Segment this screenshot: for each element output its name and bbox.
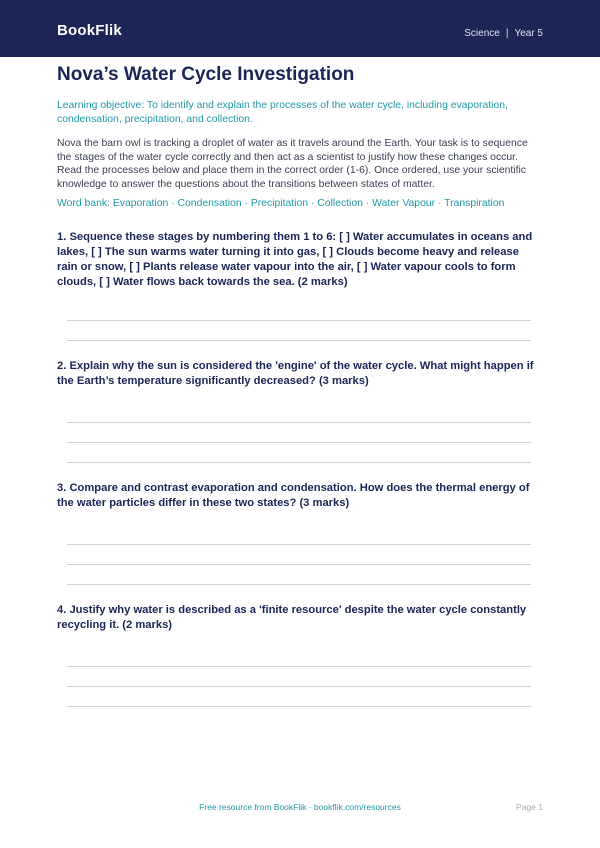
answer-line[interactable] bbox=[67, 544, 531, 545]
intro-paragraph: Nova the barn owl is tracking a droplet of water as it travels around the Earth. Your task is to sequence the stages of the water cycle correctly and then act as a scientist to justify how these changes occur. Read the processes below and place them in the correct order (1-6). Once ordered, use your scientific knowledge to answer the questions about the transitions between states of matter. bbox=[57, 138, 528, 190]
answer-line[interactable] bbox=[67, 442, 531, 443]
answer-line[interactable] bbox=[67, 584, 531, 585]
learning-objective: Learning objective: To identify and explain the processes of the water cycle, including evaporation, condensation, precipitation, and collection. bbox=[57, 100, 508, 125]
subject-label: Science bbox=[464, 28, 500, 39]
meta-separator: | bbox=[505, 28, 509, 39]
question-4: 4. Justify why water is described as a 'finite resource' despite the water cycle constantly recycling it. (2 marks) bbox=[57, 604, 527, 631]
question-2: 2. Explain why the sun is considered the 'engine' of the water cycle. What might happen if the Earth’s temperature significantly decreased? (3 marks) bbox=[57, 360, 534, 387]
question-1: 1. Sequence these stages by numbering them 1 to 6: [ ] Water accumulates in oceans and lakes, [ ] The sun warms water turning it into gas, [ ] Clouds become heavy and release rain or snow, [ ] Plants release water vapour into the air, [ ] Water vapour cools to form clouds, [ ] Water flows back towards the sea. (2 marks) bbox=[57, 231, 533, 288]
word-bank: Word bank: Evaporation · Condensation · Precipitation · Collection · Water Vapour · Transpiration bbox=[57, 198, 505, 209]
subject-year bbox=[464, 28, 543, 39]
answer-line[interactable] bbox=[67, 706, 531, 707]
question-3: 3. Compare and contrast evaporation and condensation. How does the thermal energy of the water particles differ in these two states? (3 marks) bbox=[57, 482, 530, 509]
answer-line[interactable] bbox=[67, 320, 531, 321]
page-number: Page 1 bbox=[516, 802, 543, 812]
footer-credit: Free resource from BookFlik · bookflik.com/resources bbox=[199, 802, 401, 812]
year-label: Year 5 bbox=[514, 28, 543, 39]
brand-logo: BookFlik bbox=[57, 22, 122, 39]
page-title: Nova’s Water Cycle Investigation bbox=[57, 64, 355, 85]
answer-line[interactable] bbox=[67, 666, 531, 667]
answer-line[interactable] bbox=[67, 422, 531, 423]
answer-line[interactable] bbox=[67, 462, 531, 463]
answer-line[interactable] bbox=[67, 340, 531, 341]
header-bar bbox=[0, 0, 600, 57]
answer-line[interactable] bbox=[67, 564, 531, 565]
answer-line[interactable] bbox=[67, 686, 531, 687]
